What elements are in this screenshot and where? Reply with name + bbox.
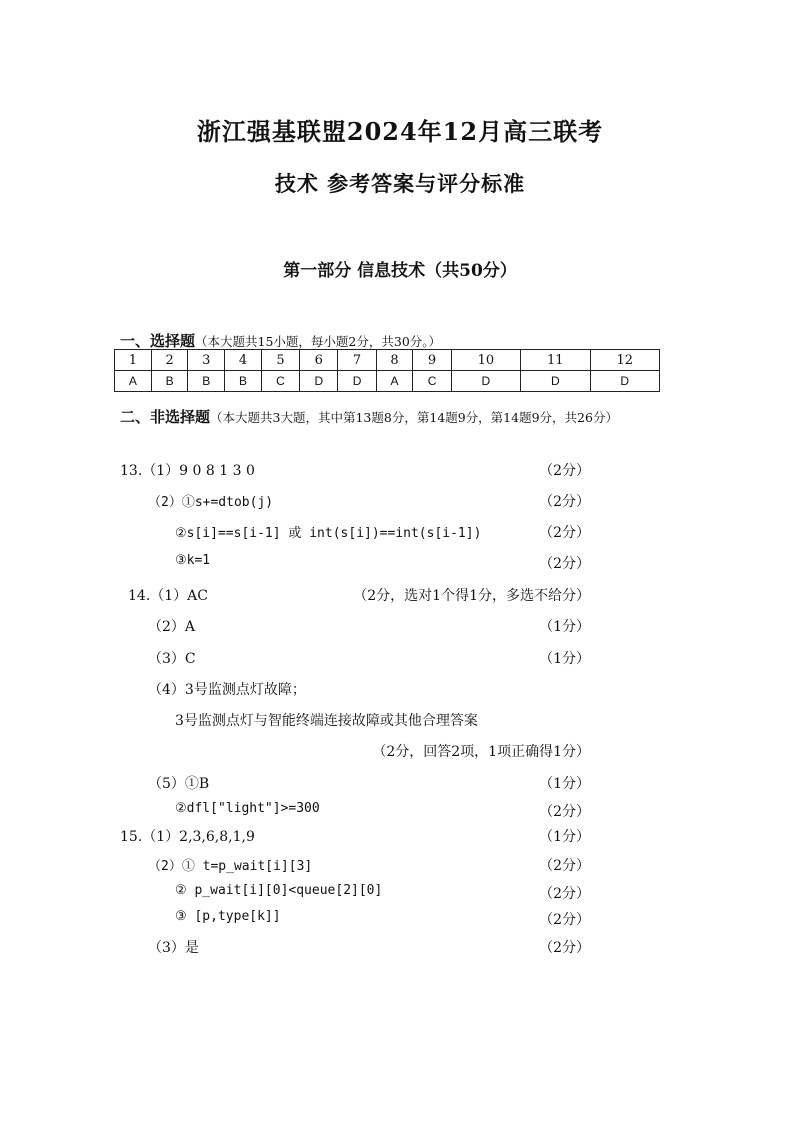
question-number: 12 [590,350,660,371]
answer-line-13-1: 13.（1）9 0 8 1 3 0 [120,463,255,479]
question-number: 1 [115,350,152,371]
section1-title: 一、选择题 [120,332,196,350]
score-15-2a: （2分） [539,858,590,874]
score-15-3: （2分） [539,940,590,956]
question-number: 6 [300,350,338,371]
score-13-2c: （2分） [539,556,590,572]
answer-line-14-5a: （5）①B [148,776,210,792]
answer-table-numbers-row [115,350,660,371]
section1-heading [120,330,441,351]
question-number: 7 [338,350,376,371]
answer-letter: C [413,371,451,392]
document-title: 浙江强基联盟2024年12月高三联考 [196,117,604,146]
answer-line-15-2a: （2）① t=p_wait[i][3] [148,859,313,874]
score-15-2c: （2分） [539,912,590,928]
answer-line-13-2b: ②s[i]==s[i-1] 或 int(s[i])==int(s[i-1]) [175,526,482,541]
question-number: 9 [413,350,451,371]
question-number: 11 [521,350,590,371]
section2-title: 二、非选择题 [120,408,211,426]
document-subtitle: 技术 参考答案与评分标准 [274,171,526,196]
question-number: 5 [261,350,299,371]
question-number: 8 [376,350,413,371]
answer-table-answers-row [115,371,660,392]
question-number: 4 [225,350,262,371]
answer-line-15-3: （3）是 [148,940,199,956]
section2-heading [120,404,690,431]
score-14-5a: （1分） [539,776,590,792]
answer-letter: B [225,371,262,392]
answer-letter: C [261,371,299,392]
question-number: 3 [188,350,225,371]
section2-note: （本大题共3大题，其中第13题8分，第14题9分，第14题9分，共26分） [210,410,618,425]
answer-line-14-4: （4）3号监测点灯故障； [148,682,306,698]
score-14-4: （2分，回答2项，1项正确得1分） [372,744,590,760]
score-15-1: （1分） [539,829,590,845]
score-15-2b: （2分） [539,886,590,902]
answer-line-15-2c: ③ [p,type[k]] [175,909,281,924]
section1-note: （本大题共15小题，每小题2分，共30分。） [195,334,442,349]
answer-line-15-1: 15.（1）2,3,6,8,1,9 [120,829,255,845]
score-13-2b: （2分） [539,525,590,541]
answer-letter: D [300,371,338,392]
answer-letter: B [151,371,188,392]
answer-line-13-2a: （2）①s+=dtob(j) [148,495,274,510]
answer-letter: D [521,371,590,392]
part-heading: 第一部分 信息技术（共50分） [283,261,517,281]
score-14-2: （1分） [539,619,590,635]
answer-table [114,349,660,392]
score-14-3: （1分） [539,651,590,667]
answer-letter: D [338,371,376,392]
answer-letter: D [451,371,520,392]
question-number: 2 [151,350,188,371]
answer-line-14-5b: ②dfl["light"]>=300 [175,801,320,816]
question-number: 10 [451,350,520,371]
score-14-1: （2分，选对1个得1分，多选不给分） [353,588,590,604]
answer-line-15-2b: ② p_wait[i][0]<queue[2][0] [175,883,383,898]
answer-letter: A [376,371,413,392]
score-14-5b: （2分） [539,804,590,820]
score-13-1: （2分） [539,463,590,479]
answer-line-14-2: （2）A [148,619,196,635]
answer-letter: B [188,371,225,392]
answer-line-13-2c: ③k=1 [175,553,211,568]
answer-line-14-4-alt: 3号监测点灯与智能终端连接故障或其他合理答案 [175,713,478,729]
answer-letter: A [115,371,152,392]
answer-line-14-1: 14.（1）AC [128,588,208,604]
answer-line-14-3: （3）C [148,651,196,667]
answer-letter: D [590,371,660,392]
score-13-2a: （2分） [539,494,590,510]
